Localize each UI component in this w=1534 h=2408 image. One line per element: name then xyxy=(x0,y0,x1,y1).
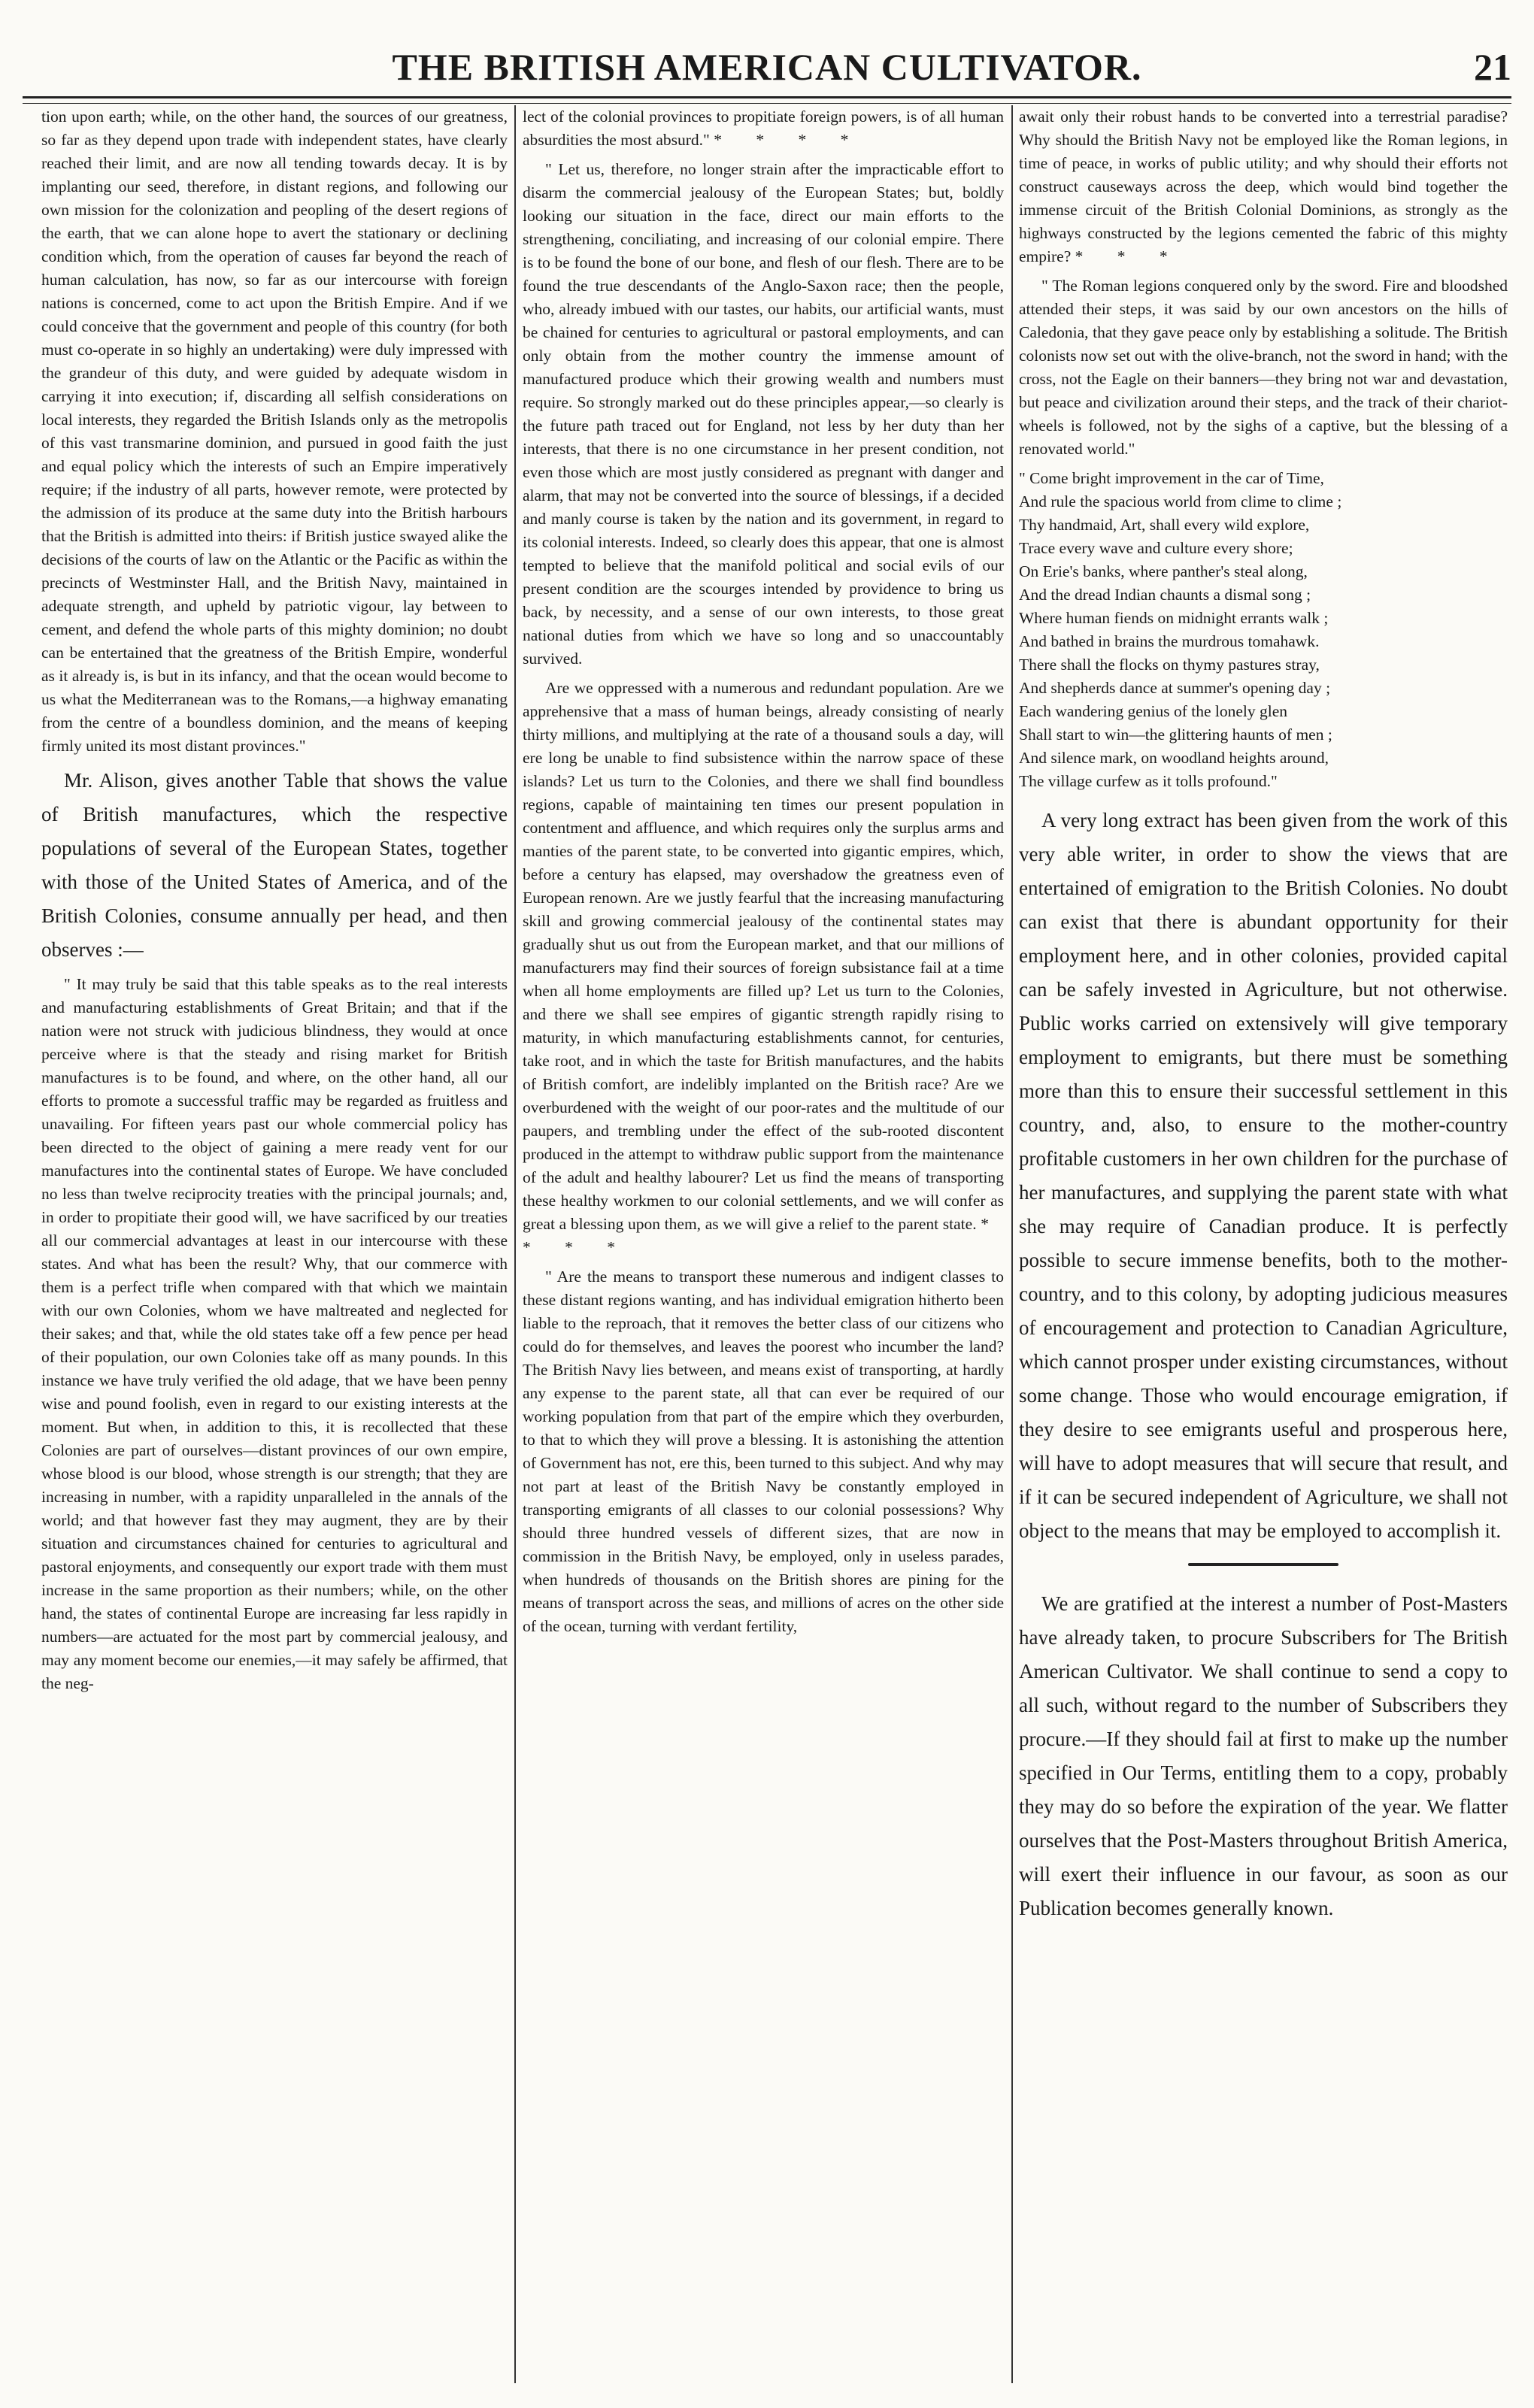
column-3 xyxy=(1019,105,1508,2383)
paragraph: " The Roman legions conquered only by the sword. Fire and bloodshed attended their steps, it was said by our own ancestors on the hills of Caledonia, that they gave peace only by establishing a solitude. The British colonists now set out with the olive-branch, not the sword in hand; with the cross, not the Eagle on their banners—they bring not war and devastation, but peace and civilization around their steps, and the track of their chariot-wheels is followed, not by the sighs of a captive, but the blessing of a renovated world." xyxy=(1019,277,1508,458)
paragraph xyxy=(523,677,1004,1259)
paragraph: " Are the means to transport these numerous and indigent classes to these distant regions wanting, and has individual emigration hitherto been liable to the reproach, that it removes the better class of our citizens who could do for themselves, and leaves the poorest who incumber the land? The British Navy lies between, and means exist of transporting, at hardly any expense to the parent state, all that can ever be required of our working population from that part of the empire which they overburden, to that to which they will prove a blessing. It is astonishing the attention of Government has not, ere this, been turned to this subject. And why may not part at least of the British Navy be constantly employed in transporting emigrants of all classes to our colonial possessions? Why should three hundred vessels of different sizes, that are now in commission in the British Navy, be employed, only in useless parades, when hundreds of thousands on the British shores are pining for the means of transport across the seas, and millions of acres on the other side of the ocean, turning with verdant fertility, xyxy=(523,1268,1004,1635)
masthead-title: THE BRITISH AMERICAN CULTIVATOR. xyxy=(392,46,1142,88)
column-divider xyxy=(514,105,516,2383)
poem-line: Where human fiends on midnight errants walk ; xyxy=(1019,609,1329,627)
poem-line: And rule the spacious world from clime to clime ; xyxy=(1019,492,1342,510)
paragraph: " Let us, therefore, no longer strain after the impracticable effort to disarm the commercial jealousy of the European States; but, boldly looking our situation in the face, direct our main efforts to the strengthening, conciliating, and increasing of our colonial empire. There is to be found the bone of our bone, and flesh of our flesh. There are to be found the true descendants of the Anglo-Saxon race; then the people, who, already imbued with our tastes, our habits, our artificial wants, must be chained for centuries to agricultural or pastoral employments, and can only obtain from the mother country the immense amount of manufactured produce which their growing wealth and numbers must require. So strongly marked out do these principles appear,—so clearly is the future path traced out for England, not less by her duty than her interests, that there is no one circumstance in her present condition, not even those which are most justly considered as pregnant with danger and alarm, that may not be converted into the source of blessings, if a decided and manly course is taken by the nation and its government, in regard to its colonial interests. Indeed, so clearly does this appear, that one is almost tempted to believe that the manifold political and social evils of our present condition are the scourges intended by providence to bring us back, by necessity, and a sense of our own interests, to those great national duties from which we have so long and so unaccountably survived. xyxy=(523,160,1004,668)
paragraph: We are gratified at the interest a number of Post-Masters have already taken, to procure Subscribers for The British American Cultivator. We shall continue to send a copy to all such, without regard to the number of Subscribers they procure.—If they should fail at first to make up the number specified in Our Terms, entitling them to a copy, probably they may do so before the expiration of the year. We flatter ourselves that the Post-Masters throughout British America, will exert their influence in our favour, as soon as our Publication becomes generally known. xyxy=(1019,1592,1508,1919)
paragraph: A very long extract has been given from the work of this very able writer, in order to show the views that are entertained of emigration to the British Colonies. No doubt can exist that there is abundant opportunity for their employment here, and in other colonies, provided capital can be safely invested in Agriculture, but not otherwise. Public works carried on extensively will give temporary employment to emigrants, but there must be something more than this to ensure their successful settlement in this country, and, also, to ensure to the mother-country profitable customers in her own children for the purchase of her manufactures, and supplying the parent state with what she may require of Canadian produce. It is perfectly possible to secure immense benefits, both to the mother-country, and to this colony, by adopting judicious measures of encouragement and protection to Canadian Agriculture, which cannot prosper under existing circumstances, without some change. Those who would encourage emigration, if they desire to see emigrants useful and prosperous here, will have to adopt measures that will secure that result, and if it can be secured independent of Agriculture, we shall not object to the means that may be employed to accomplish it. xyxy=(1019,809,1508,1542)
asterism: * * * * xyxy=(523,1215,1004,1256)
header-rule xyxy=(23,96,1511,104)
poem-line: And bathed in brains the murdrous tomahawk. xyxy=(1019,632,1320,650)
paragraph-text: Are we oppressed with a numerous and redundant population. Are we apprehensive that a mass of human beings, already consisting of nearly thirty millions, and multiplying at the rate of a thousand souls a day, will ere long be unable to find subsistence within the narrow space of these islands? Let us turn to the Colonies, and there we shall find boundless regions, capable of maintaining ten times our present population in contentment and affluence, and which requires only the surplus arms and manties of the parent state, to be converted into gigantic empires, which, before a century has elapsed, may overshadow the greatness even of European renown. Are we justly fearful that the increasing manufacturing skill and growing commercial jealousy of the continental states may gradually shut us out from the European market, and that our millions of manufacturers may find their sources of foreign subsistance fail at a time when all home employments are filled up? Let us turn to the Colonies, and there we shall see empires of gigantic strength rapidly rising to maturity, in which manufacturing establishments cannot, for centuries, take root, and in which the taste for British manufactures, and the habits of British comfort, are indelibly implanted on the British race? Are we overburdened with the weight of our poor-rates and the multitude of our paupers, and trembling under the effect of the sub-rooted discontent produced in the attempt to withdraw public support from the maintenance of the adult and healthy labourer? Let us find the means of transporting these healthy workmen to our colonial settlements, and we will confer as great a blessing upon them, as we will give a relief to the parent state. xyxy=(523,679,1004,1233)
poem-line: Thy handmaid, Art, shall every wild explore, xyxy=(1019,516,1310,534)
poem-line: Trace every wave and culture every shore; xyxy=(1019,539,1293,557)
paragraph xyxy=(1019,105,1508,268)
paragraph: " It may truly be said that this table speaks as to the real interests and manufacturing establishments of Great Britain; and that if the nation were not struck with judicious blindness, they would at once perceive where is that the steady and rising market for British manufactures is to be found, and where, on the other hand, all our efforts to promote a successful traffic may be regarded as fruitless and unavailing. For fifteen years past our whole commercial policy has been directed to the object of gaining a mere ready vent for our manufactures into the continental states of Europe. We have concluded no less than twelve reciprocity treaties with the principal journals; and, in order to propitiate their good will, we have sacrificed by our treaties all our commercial advantages at least in our intercourse with these states. And what has been the result? Why, that our commerce with them is a perfect trifle when compared with that which we maintain with our own Colonies, whom we have maltreated and neglected for their sakes; and that, while the old states take off a few pence per head of their population, our own Colonies take off as many pounds. In this instance we have truly verified the old adage, that we have been penny wise and pound foolish, even in regard to our existing interests at the moment. But when, in addition to this, it is recollected that these Colonies are part of ourselves—distant provinces of our own empire, whose blood is our blood, whose strength is our strength; that they are increasing in number, with a rapidity unparalleled in the annals of the world; and that however fast they may augment, they are by their situation and circumstances chained for centuries to agricultural and pastoral enjoyments, and consequently our export trade with them must increase in the same proportion as their numbers; while, on the other hand, the states of continental Europe are increasing far less rapidly in numbers—are actuated for the most part by commercial jealousy, and may any moment become our enemies,—it may safely be affirmed, that the neg- xyxy=(41,975,508,1692)
poem-line: And the dread Indian chaunts a dismal song ; xyxy=(1019,586,1311,604)
poem-line: Each wandering genius of the lonely glen xyxy=(1019,702,1288,720)
section-divider xyxy=(1188,1563,1338,1566)
poem-line: On Erie's banks, where panther's steal along, xyxy=(1019,562,1308,580)
asterism: * * * xyxy=(1075,247,1183,265)
paragraph xyxy=(523,105,1004,152)
poem xyxy=(1019,467,1508,793)
paragraph: Mr. Alison, gives another Table that shows the value of British manufactures, which the respective populations of several of the European States, together with those of the United States of America, and of the British Colonies, consume annually per head, and then observes :— xyxy=(41,769,508,961)
column-2 xyxy=(523,105,1004,2383)
poem-line: Shall start to win—the glittering haunts of men ; xyxy=(1019,725,1332,744)
poem-line: The village curfew as it tolls profound." xyxy=(1019,772,1278,790)
paragraph-text: lect of the colonial provinces to propitiate foreign powers, is of all human absurdities the most absurd." xyxy=(523,108,1004,149)
paragraph-text: await only their robust hands to be converted into a terrestrial paradise? Why should the British Navy not be employed like the Roman legions, in time of peace, in works of public utility; and why should their efforts not construct causeways across the deep, which would bind together the immense circuit of the British Colonial Dominions, as strongly as the highways constructed by the legions cemented the fabric of this mighty empire? xyxy=(1019,108,1508,265)
poem-line: There shall the flocks on thymy pastures stray, xyxy=(1019,656,1320,674)
poem-line: " Come bright improvement in the car of Time, xyxy=(1019,469,1324,487)
page-number: 21 xyxy=(1474,46,1511,88)
poem-line: And silence mark, on woodland heights around, xyxy=(1019,749,1329,767)
column-divider xyxy=(1011,105,1013,2383)
paragraph: tion upon earth; while, on the other hand, the sources of our greatness, so far as they depend upon trade with independent states, have clearly reached their limit, and are now all tending towards decay. It is by implanting our seed, therefore, in distant regions, and following our own mission for the colonization and peopling of the desert regions of the earth, that we can alone hope to avert the stationary or declining condition which, from the operation of causes far beyond the reach of human calculation, has now, so far as our intercourse with foreign nations is concerned, come to act upon the British Empire. And if we could conceive that the government and people of this country (for both must co-operate in so highly an undertaking) were duly impressed with the grandeur of this duty, and were guided by adequate wisdom in carrying it into execution; if, discarding all selfish considerations on local interests, they regarded the British Islands only as the metropolis of this vast transmarine dominion, and pursued in good faith the just and equal policy which the interests of such an Empire imperatively require; if the industry of all parts, however remote, were protected by the admission of its produce at the same duty into the British harbours that the British is admitted into theirs: if British justice swayed alike the decisions of the courts of law on the Atlantic or the Pacific as within the precincts of Westminster Hall, and the British Navy, maintained in adequate strength, and upheld by patriotic vigour, lay between to cement, and defend the whole parts of this mighty dominion; no doubt can be entertained that the greatness of the British Empire, wonderful as it already is, is but in its infancy, and that the ocean would become to us what the Mediterranean was to the Romans,—a highway emanating from the centre of a boundless dominion, and the means of keeping firmly united its most distant provinces." xyxy=(41,108,508,755)
column-1 xyxy=(41,105,508,2383)
poem-line: And shepherds dance at summer's opening day ; xyxy=(1019,679,1331,697)
page-header xyxy=(23,45,1511,98)
asterism: * * * * xyxy=(714,131,864,149)
